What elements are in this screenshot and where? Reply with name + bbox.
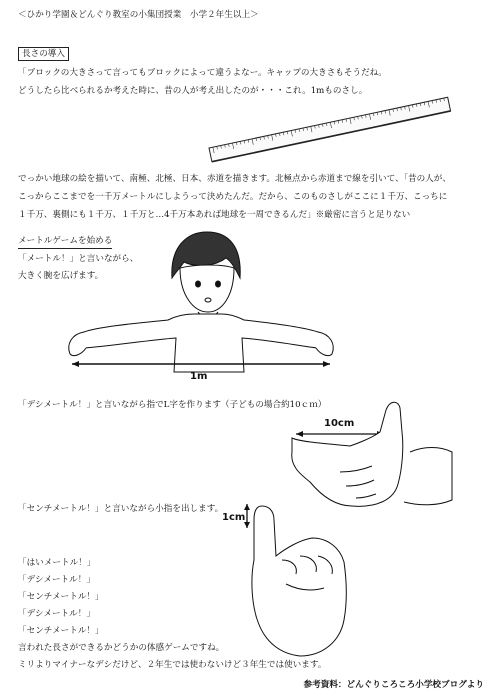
section-title-length-intro: 長さの導入 [18,47,69,61]
earth-explanation-line-1: でっかい地球の絵を描いて、南極、北極、日本、赤道を描きます。北極点から赤道まで線を引いて、「昔の人が、 [18,174,451,184]
intro-line-2: どうしたら比べられるか考えた時に、昔の人が考え出したのが・・・これ。1mものさし。 [18,86,368,96]
document-header: ＜ひかり学園＆どんぐり教室の小集団授業 小学２年生以上＞ [18,10,259,20]
centi-instruction: 「センチメートル！」と言いながら小指を出します。 [18,504,224,514]
summary-line-2: ミリよりマイナーなデシだけど、２年生では使わないけど３年生では使います。 [18,660,327,670]
section-title-meter-game: メートルゲームを始める [18,235,112,249]
summary-line-1: 言われた長さができるかどうかの体感ゲームですね。 [18,643,225,653]
call-5: 「センチメートル！」 [18,626,104,636]
meter-instruction-line-1: 「メートル！」と言いながら、 [18,254,139,264]
call-2: 「デシメートル！」 [18,575,95,585]
call-3: 「センチメートル！」 [18,592,104,602]
meter-instruction-line-2: 大きく腕を広げます。 [18,271,104,281]
deci-instruction: 「デシメートル！」と言いながら指でL字を作ります（子どもの場合約10ｃｍ） [18,400,327,410]
label-1m: 1m [190,371,208,382]
reference-footer: 参考資料：どんぐりころころ小学校ブログより [303,680,484,690]
label-10cm: 10cm [324,418,355,429]
earth-explanation-line-3: １千万、裏側にも１千万、１千万と…4千万本あれば地球を一周できるんだ」※厳密に言うと足りない [18,210,411,220]
earth-explanation-line-2: こっからここまでを一千万メートルにしようって決めたんだ。だから、このものさしがここに１千万、こっちに [18,192,448,202]
label-1cm: 1cm [222,512,246,523]
intro-line-1: 「ブロックの大きさって言ってもブロックによって違うよなー。キャップの大きさもそうだね。 [18,68,387,78]
call-1: 「はいメートル！」 [18,558,96,568]
call-4: 「デシメートル！」 [18,609,95,619]
